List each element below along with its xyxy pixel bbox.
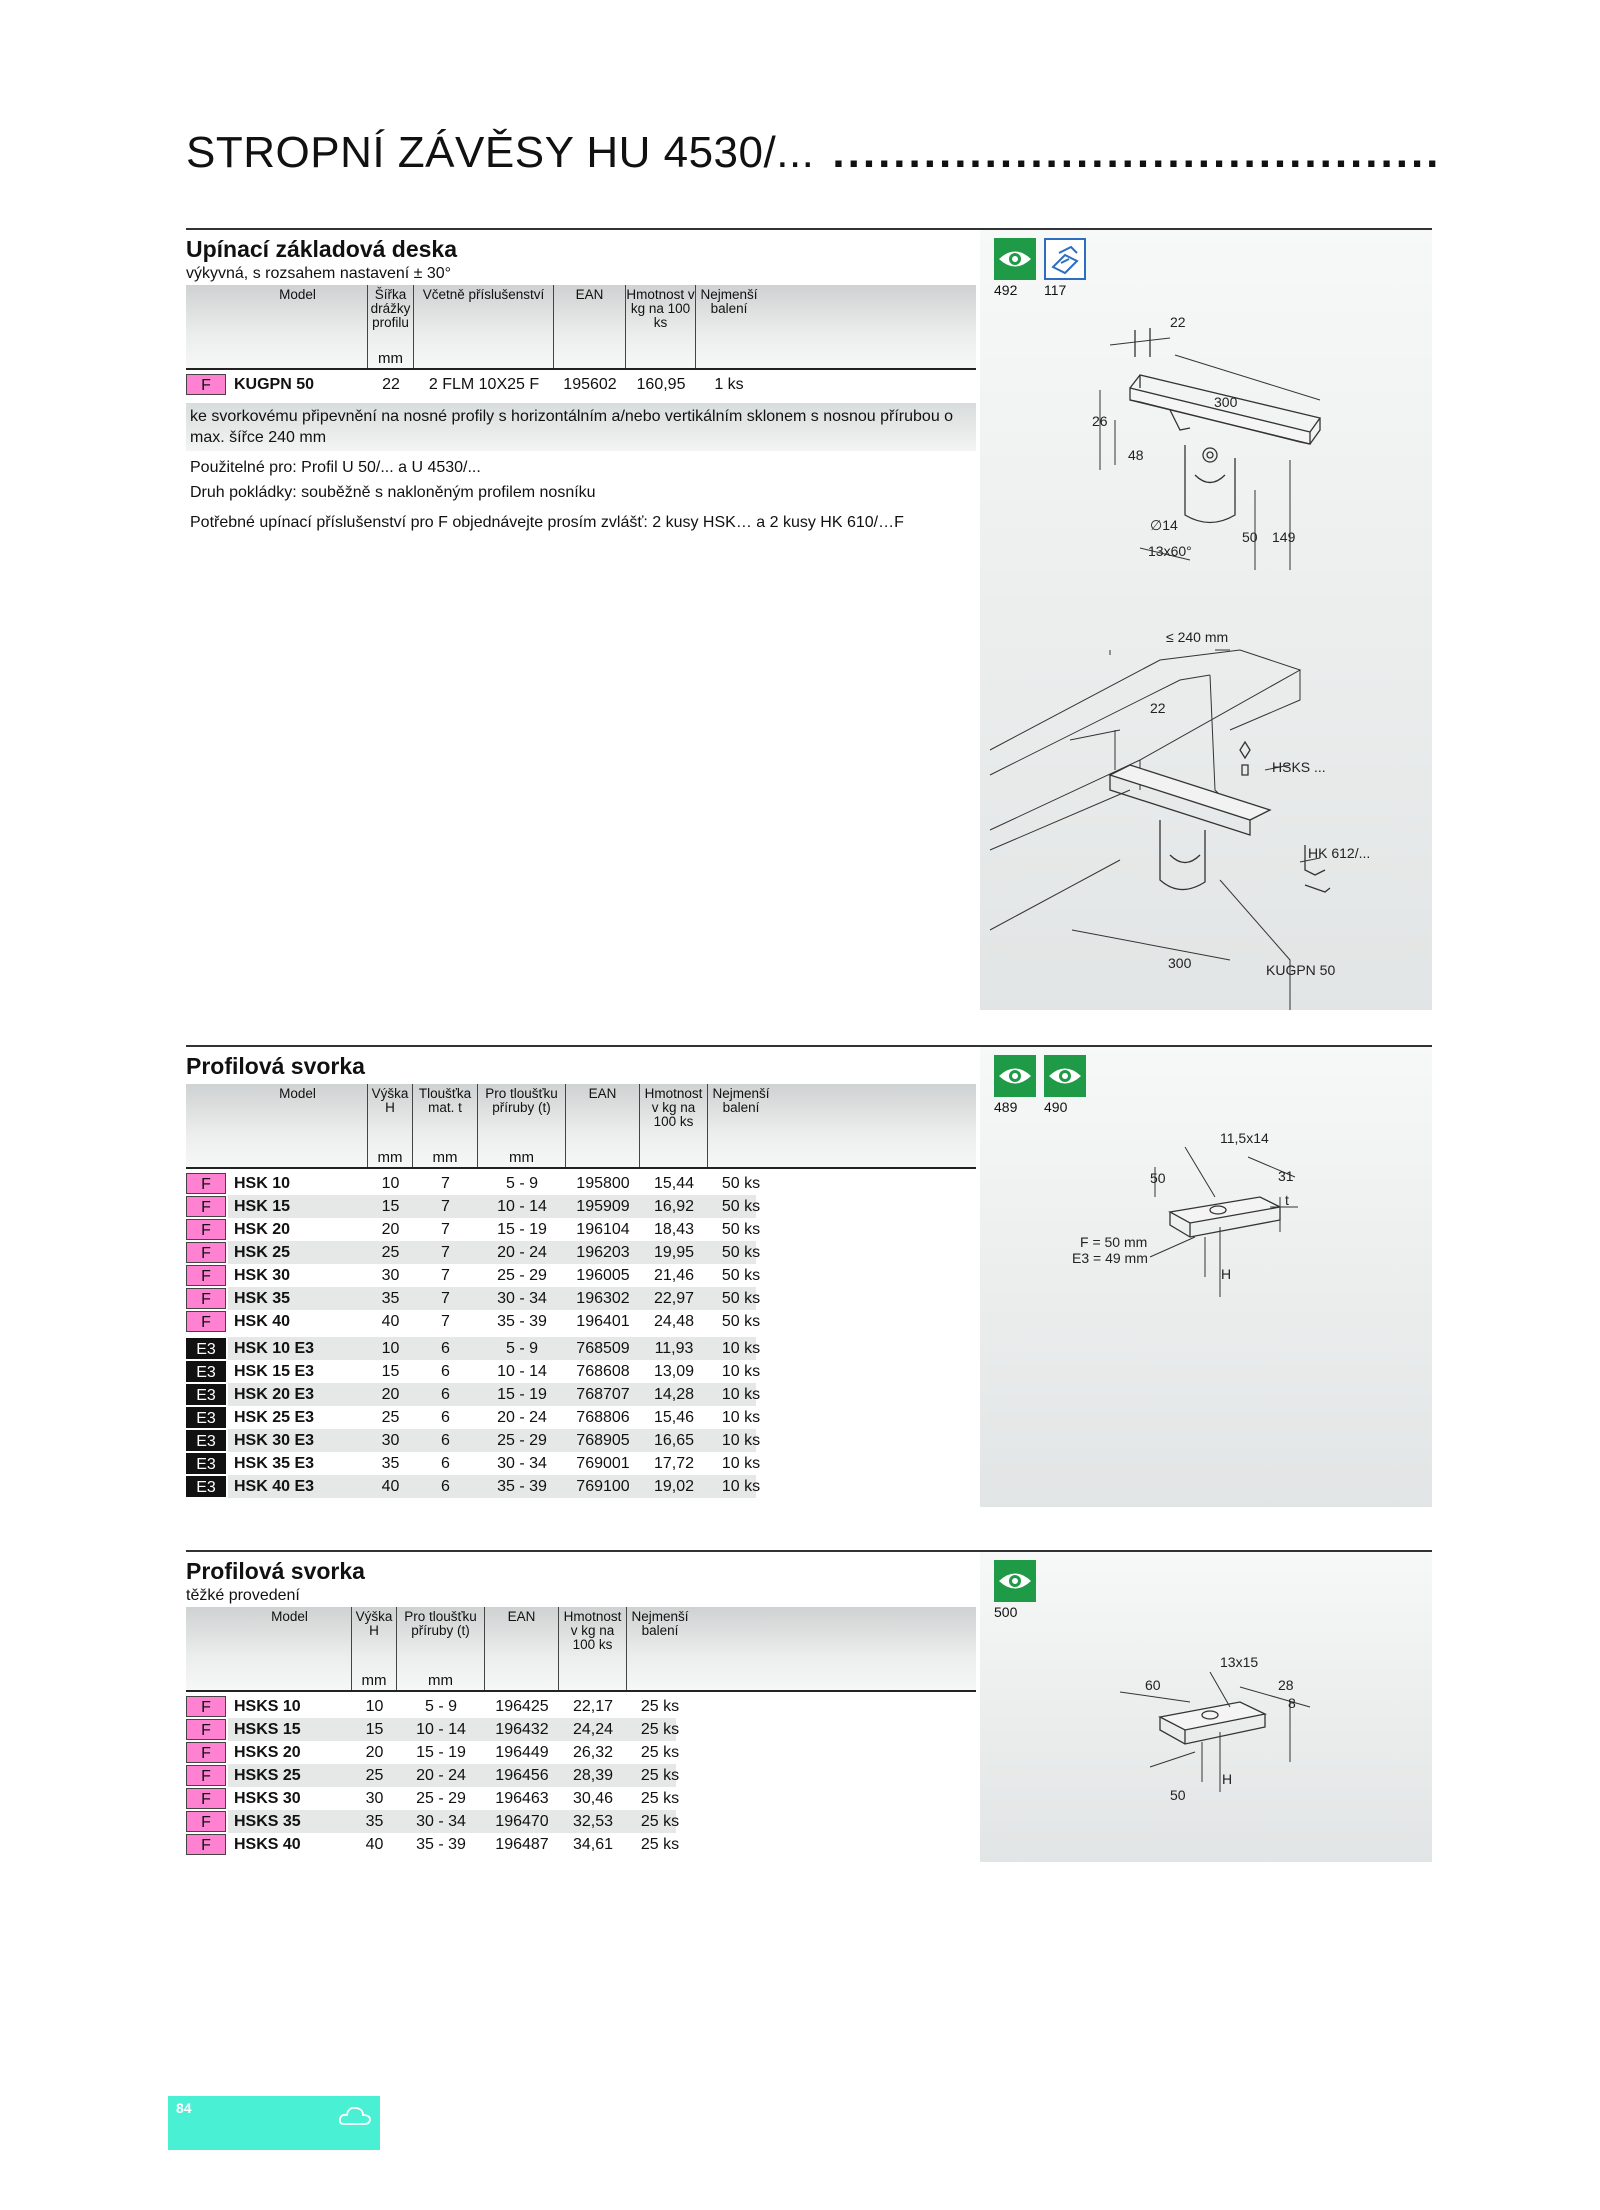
- table-row: [186, 1287, 976, 1310]
- cell-model: HSK 30 E3: [234, 1432, 315, 1449]
- dim-label: 50: [1170, 1787, 1186, 1803]
- hsk-figure-panel: [980, 1047, 1432, 1507]
- cell-ean: 196302: [576, 1290, 630, 1307]
- cell-flange: 25 - 29: [416, 1790, 466, 1807]
- cell-height: 40: [365, 1836, 384, 1853]
- cell-flange: 25 - 29: [497, 1432, 547, 1449]
- cell-flange: 35 - 39: [416, 1836, 466, 1853]
- finish-badge: F: [186, 1265, 226, 1286]
- cell-pack: 10 ks: [721, 1363, 761, 1380]
- cell-pack: 25 ks: [640, 1813, 680, 1830]
- cell-model: HSK 25 E3: [234, 1409, 315, 1426]
- table-row: [186, 1241, 976, 1264]
- cell-flange: 30 - 34: [497, 1290, 547, 1307]
- icon-number: 489: [994, 1099, 1018, 1115]
- dim-label: 8: [1288, 1695, 1296, 1711]
- cell-height: 35: [365, 1813, 384, 1830]
- cell-flange: 25 - 29: [497, 1267, 547, 1284]
- col-width-label: Šířka drážky profilu: [370, 287, 411, 330]
- cell-thick: 7: [441, 1198, 450, 1215]
- cell-pack: 25 ks: [640, 1721, 680, 1738]
- table-row: [186, 1833, 976, 1856]
- cell-pack: 25 ks: [640, 1790, 680, 1807]
- finish-badge: F: [186, 1219, 226, 1240]
- cell-flange: 15 - 19: [497, 1221, 547, 1238]
- cell-weight: 32,53: [572, 1813, 614, 1830]
- finish-badge: E3: [186, 1430, 226, 1451]
- cell-height: 10: [381, 1340, 400, 1357]
- finish-badge: E3: [186, 1476, 226, 1497]
- cell-thick: 6: [441, 1386, 450, 1403]
- section-hsks: [186, 1550, 1432, 1860]
- footer-bar: [168, 2096, 380, 2150]
- col-pack: Nejmenší balení: [631, 1609, 689, 1638]
- cell-weight: 28,39: [572, 1767, 614, 1784]
- cell-model: HSKS 10: [234, 1698, 301, 1715]
- cell-pack: 10 ks: [721, 1455, 761, 1472]
- hsk-technical-drawing: [980, 1047, 1432, 1507]
- table-row: [186, 1406, 976, 1429]
- cell-pack: 10 ks: [721, 1478, 761, 1495]
- cell-thick: 7: [441, 1221, 450, 1238]
- cell-height: 20: [381, 1221, 400, 1238]
- col-incl: Včetně příslušenství: [414, 285, 554, 368]
- cell-ean: 768707: [576, 1386, 630, 1403]
- dim-label: H: [1221, 1266, 1232, 1282]
- cell-height: 35: [381, 1290, 400, 1307]
- finish-badge: F: [186, 1288, 226, 1309]
- table-row: [186, 1475, 976, 1498]
- dim-label: 22: [1150, 700, 1166, 716]
- table-row: [186, 1218, 976, 1241]
- dim-label: 60: [1145, 1677, 1161, 1693]
- cell-flange: 10 - 14: [416, 1721, 466, 1738]
- cell-model: HSK 25: [234, 1244, 291, 1261]
- cell-height: 20: [365, 1744, 384, 1761]
- col-weight: Hmotnost v kg na 100 ks: [640, 1084, 708, 1167]
- cell-model: HSK 40 E3: [234, 1478, 315, 1495]
- cell-height: 40: [381, 1478, 400, 1495]
- cell-weight: 24,48: [653, 1313, 695, 1330]
- finish-badge: F: [186, 1696, 226, 1717]
- col-flange-label: Pro tloušťku příruby (t): [485, 1086, 558, 1115]
- part-label: HK 612/...: [1308, 845, 1371, 861]
- cell-flange: 20 - 24: [416, 1767, 466, 1784]
- cell-height: 15: [381, 1198, 400, 1215]
- cell-model: HSK 20: [234, 1221, 291, 1238]
- finish-badge: F: [186, 1196, 226, 1217]
- cell-ean: 195800: [576, 1175, 630, 1192]
- cell-weight: 160,95: [636, 376, 686, 393]
- cell-pack: 10 ks: [721, 1432, 761, 1449]
- cell-thick: 7: [441, 1244, 450, 1261]
- cell-weight: 13,09: [653, 1363, 695, 1380]
- finish-badge: F: [186, 374, 226, 395]
- title-dots: ........................................: [832, 128, 1442, 177]
- cell-ean: 196005: [576, 1267, 630, 1284]
- cell-height: 40: [381, 1313, 400, 1330]
- col-weight: Hmotnost v kg na 100 ks: [559, 1607, 627, 1690]
- cell-thick: 6: [441, 1409, 450, 1426]
- cell-model: HSKS 40: [234, 1836, 301, 1853]
- cell-ean: 769001: [576, 1455, 630, 1472]
- cell-height: 15: [381, 1363, 400, 1380]
- icon-number: 500: [994, 1604, 1018, 1620]
- cell-ean: 195602: [563, 376, 617, 393]
- dim-label: 48: [1128, 447, 1144, 463]
- part-label: HSKS ...: [1272, 759, 1326, 775]
- hsks-technical-drawing: [980, 1552, 1432, 1862]
- col-flange: [397, 1607, 485, 1690]
- kugpn-description: ke svorkovému připevnění na nosné profily s horizontálním a/nebo vertikálním sklonem s nosnou přírubou o max. šířce 240 mm: [186, 403, 976, 451]
- cell-height: 15: [365, 1721, 384, 1738]
- table-row: [186, 1787, 976, 1810]
- col-thick-label: Tloušťka mat. t: [418, 1086, 472, 1115]
- cell-model: HSKS 25: [234, 1767, 301, 1784]
- finish-badge: F: [186, 1834, 226, 1855]
- table-row: [186, 1383, 976, 1406]
- icon-number: 117: [1044, 282, 1067, 298]
- dim-label: 11,5x14: [1220, 1130, 1269, 1146]
- cell-weight: 15,46: [653, 1409, 695, 1426]
- cell-ean: 195909: [576, 1198, 630, 1215]
- cell-model: HSK 20 E3: [234, 1386, 315, 1403]
- col-height-label: Výška H: [355, 1609, 393, 1638]
- kugpn-technical-drawing: [980, 230, 1432, 1010]
- cell-height: 10: [381, 1175, 400, 1192]
- kugpn-content: [186, 230, 976, 533]
- cell-ean: 196432: [495, 1721, 549, 1738]
- table-row: [186, 1452, 976, 1475]
- col-height-unit: mm: [361, 1672, 387, 1689]
- cell-flange: 15 - 19: [497, 1386, 547, 1403]
- dim-label: 149: [1272, 529, 1296, 545]
- hsks-figure-panel: [980, 1552, 1432, 1862]
- col-height-unit: mm: [377, 1149, 403, 1166]
- col-weight: Hmotnost v kg na 100 ks: [626, 285, 696, 368]
- col-flange-label: Pro tloušťku příruby (t): [404, 1609, 477, 1638]
- kugpn-figure-panel: [980, 230, 1432, 1010]
- cell-pack: 50 ks: [721, 1175, 761, 1192]
- hsk-content: [186, 1047, 976, 1498]
- cell-pack: 50 ks: [721, 1244, 761, 1261]
- cell-model: HSKS 20: [234, 1744, 301, 1761]
- cell-flange: 10 - 14: [497, 1198, 547, 1215]
- hsks-table-header: [186, 1607, 976, 1692]
- table-row: [186, 1810, 976, 1833]
- cell-ean: 196425: [495, 1698, 549, 1715]
- section-kugpn: [186, 228, 1432, 1008]
- cell-incl: 2 FLM 10X25 F: [428, 376, 540, 393]
- col-ean: EAN: [566, 1084, 640, 1167]
- cell-model: HSK 35 E3: [234, 1455, 315, 1472]
- cell-height: 20: [381, 1386, 400, 1403]
- table-row: [186, 1718, 976, 1741]
- cell-weight: 17,72: [653, 1455, 695, 1472]
- dim-label: E3 = 49 mm: [1072, 1250, 1148, 1266]
- cell-height: 35: [381, 1455, 400, 1472]
- col-flange: [478, 1084, 566, 1167]
- icon-number: 492: [994, 282, 1018, 298]
- finish-badge: F: [186, 1788, 226, 1809]
- cell-pack: 50 ks: [721, 1267, 761, 1284]
- kugpn-subtitle: výkyvná, s rozsahem nastavení ± 30°: [186, 265, 452, 282]
- cell-flange: 10 - 14: [497, 1363, 547, 1380]
- col-flange-unit: mm: [428, 1672, 453, 1689]
- cell-ean: 196401: [576, 1313, 630, 1330]
- col-pack: Nejmenší balení: [712, 1086, 770, 1115]
- dim-label: F = 50 mm: [1080, 1234, 1148, 1250]
- icon-number: 490: [1044, 1099, 1068, 1115]
- finish-badge: E3: [186, 1407, 226, 1428]
- cell-flange: 30 - 34: [416, 1813, 466, 1830]
- cell-ean: 768608: [576, 1363, 630, 1380]
- cell-model: HSK 10 E3: [234, 1340, 315, 1357]
- cell-model: HSKS 15: [234, 1721, 301, 1738]
- col-ean: EAN: [554, 285, 626, 368]
- cell-pack: 25 ks: [640, 1836, 680, 1853]
- col-thick-unit: mm: [432, 1149, 458, 1166]
- dim-label: 50: [1150, 1170, 1166, 1186]
- dim-label: ∅14: [1150, 517, 1178, 533]
- cell-weight: 24,24: [572, 1721, 614, 1738]
- dim-label: 31: [1278, 1168, 1294, 1184]
- cell-flange: 20 - 24: [497, 1244, 547, 1261]
- finish-badge: F: [186, 1719, 226, 1740]
- cell-pack: 25 ks: [640, 1744, 680, 1761]
- table-row: [186, 1764, 976, 1787]
- cell-ean: 769100: [576, 1478, 630, 1495]
- cell-thick: 7: [441, 1267, 450, 1284]
- cell-height: 30: [381, 1432, 400, 1449]
- cell-weight: 26,32: [572, 1744, 614, 1761]
- cell-thick: 6: [441, 1363, 450, 1380]
- hsks-table-body: [186, 1695, 976, 1856]
- cell-flange: 15 - 19: [416, 1744, 466, 1761]
- cell-model: HSKS 35: [234, 1813, 301, 1830]
- cell-weight: 21,46: [653, 1267, 695, 1284]
- cell-flange: 5 - 9: [505, 1340, 538, 1357]
- col-ean: EAN: [485, 1607, 559, 1690]
- col-model: Model: [228, 1607, 352, 1690]
- part-label: KUGPN 50: [1266, 962, 1336, 978]
- cell-weight: 15,44: [653, 1175, 695, 1192]
- table-row: [186, 1360, 976, 1383]
- cell-flange: 35 - 39: [497, 1313, 547, 1330]
- cell-thick: 6: [441, 1340, 450, 1357]
- cell-model: HSK 15 E3: [234, 1363, 315, 1380]
- cell-ean: 768509: [576, 1340, 630, 1357]
- cell-flange: 5 - 9: [424, 1698, 457, 1715]
- cell-pack: 50 ks: [721, 1221, 761, 1238]
- finish-badge: F: [186, 1811, 226, 1832]
- cell-weight: 14,28: [653, 1386, 695, 1403]
- finish-badge: E3: [186, 1361, 226, 1382]
- table-row: [186, 1695, 976, 1718]
- dim-label: 13x15: [1220, 1654, 1259, 1670]
- dim-label: 300: [1168, 955, 1192, 971]
- cloud-icon: [338, 2104, 372, 2133]
- hsk-table-body: [186, 1172, 976, 1498]
- cell-ean: 196463: [495, 1790, 549, 1807]
- col-thick: [413, 1084, 478, 1167]
- table-row: [186, 1310, 976, 1333]
- dim-label: t: [1285, 1192, 1289, 1208]
- cell-pack: 10 ks: [721, 1340, 761, 1357]
- cell-ean: 196456: [495, 1767, 549, 1784]
- cell-pack: 50 ks: [721, 1198, 761, 1215]
- kugpn-use: Použitelné pro: Profil U 50/... a U 4530/...: [190, 459, 481, 476]
- section-hsk: [186, 1045, 1432, 1505]
- table-row: [186, 1264, 976, 1287]
- cell-height: 25: [381, 1244, 400, 1261]
- dim-label: 300: [1214, 394, 1238, 410]
- cell-model: HSKS 30: [234, 1790, 301, 1807]
- cell-weight: 22,17: [572, 1698, 614, 1715]
- cell-height: 30: [365, 1790, 384, 1807]
- cell-height: 25: [365, 1767, 384, 1784]
- cell-pack: 25 ks: [640, 1767, 680, 1784]
- table-row: [186, 1429, 976, 1452]
- cell-ean: 768806: [576, 1409, 630, 1426]
- dim-label: 26: [1092, 413, 1108, 429]
- cell-weight: 30,46: [572, 1790, 614, 1807]
- col-model: Model: [228, 285, 368, 368]
- cell-height: 30: [381, 1267, 400, 1284]
- finish-badge: F: [186, 1742, 226, 1763]
- cell-pack: 50 ks: [721, 1313, 761, 1330]
- hsks-subtitle: těžké provedení: [186, 1587, 300, 1604]
- kugpn-laying: Druh pokládky: souběžně s nakloněným profilem nosníku: [190, 484, 596, 501]
- cell-model: KUGPN 50: [234, 376, 315, 393]
- cell-model: HSK 10: [234, 1175, 291, 1192]
- finish-badge: E3: [186, 1453, 226, 1474]
- col-width: [368, 285, 414, 368]
- dim-label: 50: [1242, 529, 1258, 545]
- table-row: [186, 1195, 976, 1218]
- cell-weight: 16,92: [653, 1198, 695, 1215]
- table-row: [186, 1172, 976, 1195]
- dim-label: 22: [1170, 314, 1186, 330]
- dim-label: H: [1222, 1771, 1233, 1787]
- cell-pack: 1 ks: [714, 376, 744, 393]
- cell-pack: 25 ks: [640, 1698, 680, 1715]
- cell-model: HSK 15: [234, 1198, 291, 1215]
- dim-label: ≤ 240 mm: [1166, 629, 1229, 645]
- cell-ean: 196449: [495, 1744, 549, 1761]
- cell-ean: 196470: [495, 1813, 549, 1830]
- cell-model: HSK 30: [234, 1267, 291, 1284]
- dim-label: 28: [1278, 1677, 1294, 1693]
- cell-thick: 7: [441, 1313, 450, 1330]
- cell-flange: 35 - 39: [497, 1478, 547, 1495]
- hsk-title: Profilová svorka: [186, 1053, 365, 1079]
- table-row: [186, 373, 976, 396]
- col-height-label: Výška H: [371, 1086, 409, 1115]
- cell-weight: 22,97: [653, 1290, 695, 1307]
- col-model: Model: [228, 1084, 368, 1167]
- page-number: 84: [176, 2100, 192, 2116]
- cell-pack: 10 ks: [721, 1409, 761, 1426]
- cell-model: HSK 40: [234, 1313, 291, 1330]
- col-height: [352, 1607, 397, 1690]
- finish-badge: F: [186, 1173, 226, 1194]
- cell-thick: 6: [441, 1455, 450, 1472]
- cell-height: 25: [381, 1409, 400, 1426]
- cell-flange: 5 - 9: [505, 1175, 538, 1192]
- cell-weight: 11,93: [654, 1340, 694, 1357]
- cell-ean: 196487: [495, 1836, 549, 1853]
- cell-thick: 6: [441, 1478, 450, 1495]
- cell-thick: 6: [441, 1432, 450, 1449]
- kugpn-title: Upínací základová deska: [186, 236, 458, 262]
- page-title-text: STROPNÍ ZÁVĚSY HU 4530/...: [186, 128, 815, 177]
- cell-flange: 20 - 24: [497, 1409, 547, 1426]
- col-width-unit: mm: [378, 350, 403, 367]
- hsks-title: Profilová svorka: [186, 1558, 365, 1584]
- cell-thick: 7: [441, 1175, 450, 1192]
- finish-badge: F: [186, 1765, 226, 1786]
- cell-ean: 196104: [576, 1221, 630, 1238]
- cell-pack: 10 ks: [721, 1386, 761, 1403]
- page-title: [186, 128, 1441, 178]
- cell-thick: 7: [441, 1290, 450, 1307]
- col-pack: Nejmenší balení: [700, 287, 758, 316]
- cell-weight: 16,65: [653, 1432, 695, 1449]
- kugpn-table-header: [186, 285, 976, 370]
- table-row: [186, 1741, 976, 1764]
- cell-weight: 18,43: [653, 1221, 695, 1238]
- cell-ean: 196203: [576, 1244, 630, 1261]
- finish-badge: E3: [186, 1338, 226, 1359]
- cell-weight: 19,02: [653, 1478, 695, 1495]
- hsk-table-header: [186, 1084, 976, 1169]
- cell-weight: 34,61: [572, 1836, 614, 1853]
- dim-label: 13x60°: [1148, 543, 1192, 559]
- cell-flange: 30 - 34: [497, 1455, 547, 1472]
- cell-model: HSK 35: [234, 1290, 291, 1307]
- col-height: [368, 1084, 413, 1167]
- hsks-content: [186, 1552, 976, 1856]
- finish-badge: F: [186, 1311, 226, 1332]
- cell-height: 10: [365, 1698, 384, 1715]
- finish-badge: E3: [186, 1384, 226, 1405]
- finish-badge: F: [186, 1242, 226, 1263]
- cell-pack: 50 ks: [721, 1290, 761, 1307]
- cell-width: 22: [382, 376, 400, 393]
- kugpn-accessory: Potřebné upínací příslušenství pro F objednávejte prosím zvlášť: 2 kusy HSK… a 2 kusy HK 610/…F: [190, 514, 904, 531]
- col-flange-unit: mm: [509, 1149, 534, 1166]
- table-row: [186, 1337, 976, 1360]
- cell-ean: 768905: [576, 1432, 630, 1449]
- cell-weight: 19,95: [653, 1244, 695, 1261]
